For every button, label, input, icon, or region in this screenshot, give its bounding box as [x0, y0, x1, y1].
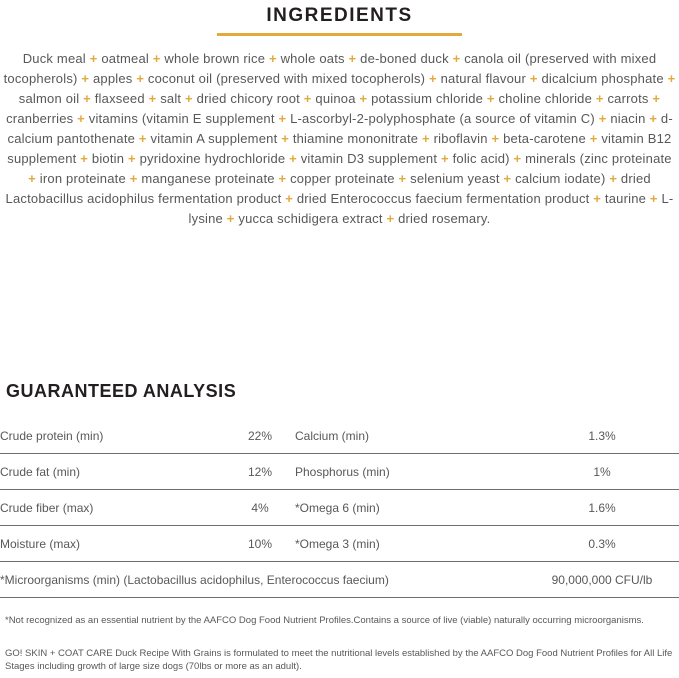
ingredient-item: dried Lactobacillus acidophilus fermentation product: [5, 171, 651, 206]
analysis-value: 0.3%: [525, 526, 679, 562]
plus-separator: +: [598, 111, 607, 126]
footnote-nutrient: *Not recognized as an essential nutrient by the AAFCO Dog Food Nutrient Profiles.Contains a source of live (viable) naturally occurring microorganisms.: [5, 615, 644, 626]
analysis-label: Phosphorus (min): [295, 454, 525, 490]
ingredient-item: dried chicory root: [196, 91, 300, 106]
ingredient-item: beta-carotene: [503, 131, 586, 146]
plus-separator: +: [422, 131, 430, 146]
plus-separator: +: [595, 91, 604, 106]
gold-divider: [217, 33, 462, 36]
ingredient-item: de-boned duck: [360, 51, 449, 66]
ingredient-item: dicalcium phosphate: [541, 71, 664, 86]
plus-separator: +: [268, 51, 277, 66]
guaranteed-analysis-title: GUARANTEED ANALYSIS: [6, 381, 237, 401]
plus-separator: +: [398, 171, 407, 186]
plus-separator: +: [127, 151, 136, 166]
ingredient-item: niacin: [610, 111, 646, 126]
plus-separator: +: [226, 211, 235, 226]
plus-separator: +: [386, 211, 395, 226]
ingredient-item: yucca schidigera extract: [238, 211, 383, 226]
plus-separator: +: [148, 91, 157, 106]
footnote-formulation: GO! SKIN + COAT CARE Duck Recipe With Grains is formulated to meet the nutritional levels established by the AAFCO Dog Food Nutrient Profiles for All Life Stages including growth of large size dogs (70lbs or more as an adult).: [5, 648, 673, 672]
ingredient-item: canola oil (preserved with mixed tocopherols): [3, 51, 657, 86]
ingredient-item: vitamin A supplement: [150, 131, 278, 146]
analysis-label: Calcium (min): [295, 418, 525, 454]
plus-separator: +: [289, 151, 297, 166]
ingredient-item: taurine: [604, 191, 647, 206]
ingredient-item: choline chloride: [498, 91, 593, 106]
analysis-value: 22%: [225, 418, 295, 454]
ingredient-item: apples: [92, 71, 133, 86]
analysis-row: [0, 454, 679, 490]
plus-separator: +: [593, 191, 602, 206]
plus-separator: +: [281, 131, 289, 146]
ingredient-item: d-calcium pantothenate: [7, 111, 673, 146]
analysis-label: Crude fat (min): [0, 454, 225, 490]
plus-separator: +: [503, 171, 512, 186]
plus-separator: +: [81, 71, 90, 86]
plus-separator: +: [185, 91, 193, 106]
ingredient-item: minerals (zinc proteinate: [525, 151, 672, 166]
analysis-label: Crude protein (min): [0, 418, 225, 454]
ingredient-item: thiamine mononitrate: [292, 131, 419, 146]
ingredient-item: coconut oil (preserved with mixed tocopherols): [147, 71, 426, 86]
plus-separator: +: [129, 171, 138, 186]
plus-separator: +: [486, 91, 495, 106]
ingredients-title: INGREDIENTS: [266, 5, 413, 26]
analysis-value: 12%: [225, 454, 295, 490]
ingredients-section: [0, 5, 679, 229]
ingredient-item: selenium yeast: [410, 171, 500, 186]
ingredient-item: flaxseed: [94, 91, 145, 106]
plus-separator: +: [303, 91, 312, 106]
guaranteed-analysis-section: [0, 381, 679, 673]
plus-separator: +: [529, 71, 538, 86]
plus-separator: +: [136, 71, 145, 86]
plus-separator: +: [513, 151, 522, 166]
ingredient-item: copper proteinate: [290, 171, 395, 186]
ingredient-item: iron proteinate: [39, 171, 126, 186]
plus-separator: +: [278, 171, 287, 186]
plus-separator: +: [83, 91, 91, 106]
ingredient-item: biotin: [91, 151, 125, 166]
ingredient-item: vitamins (vitamin E supplement: [88, 111, 275, 126]
plus-separator: +: [89, 51, 98, 66]
plus-separator: +: [440, 151, 449, 166]
analysis-label: *Omega 3 (min): [295, 526, 525, 562]
ingredient-item: whole brown rice: [164, 51, 266, 66]
analysis-label: Crude fiber (max): [0, 490, 225, 526]
ingredient-item: natural flavour: [440, 71, 527, 86]
ingredient-item: cranberries: [6, 111, 74, 126]
ingredient-item: quinoa: [315, 91, 356, 106]
plus-separator: +: [429, 71, 437, 86]
plus-separator: +: [491, 131, 500, 146]
analysis-label: *Omega 6 (min): [295, 490, 525, 526]
plus-separator: +: [359, 91, 368, 106]
nutrition-label-page: [0, 5, 679, 678]
plus-separator: +: [649, 111, 658, 126]
ingredient-item: oatmeal: [101, 51, 149, 66]
ingredient-item: L-ascorbyl-2-polyphosphate (a source of vitamin C): [290, 111, 595, 126]
plus-separator: +: [652, 91, 661, 106]
plus-separator: +: [609, 171, 618, 186]
analysis-value: 90,000,000 CFU/lb: [525, 562, 679, 598]
plus-separator: +: [152, 51, 161, 66]
ingredient-item: Duck meal: [22, 51, 86, 66]
plus-separator: +: [348, 51, 357, 66]
plus-separator: +: [589, 131, 598, 146]
ingredient-item: salmon oil: [18, 91, 80, 106]
analysis-row: [0, 490, 679, 526]
analysis-value: 10%: [225, 526, 295, 562]
analysis-row: [0, 526, 679, 562]
analysis-row: [0, 418, 679, 454]
ingredient-item: carrots: [607, 91, 649, 106]
ingredient-item: vitamin B12 supplement: [7, 131, 672, 166]
analysis-label: *Microorganisms (min) (Lactobacillus acidophilus, Enterococcus faecium): [0, 562, 525, 598]
ingredient-item: pyridoxine hydrochloride: [139, 151, 286, 166]
plus-separator: +: [77, 111, 85, 126]
analysis-table: [0, 418, 679, 598]
ingredient-item: potassium chloride: [371, 91, 484, 106]
analysis-value: 1.3%: [525, 418, 679, 454]
ingredient-item: dried Enterococcus faecium fermentation product: [296, 191, 590, 206]
plus-separator: +: [28, 171, 36, 186]
analysis-row-microorganisms: [0, 562, 679, 598]
ingredient-item: riboflavin: [433, 131, 488, 146]
plus-separator: +: [667, 71, 676, 86]
ingredient-item: folic acid): [452, 151, 510, 166]
analysis-value: 4%: [225, 490, 295, 526]
ingredient-item: manganese proteinate: [141, 171, 275, 186]
plus-separator: +: [649, 191, 658, 206]
plus-separator: +: [452, 51, 461, 66]
analysis-label: Moisture (max): [0, 526, 225, 562]
ingredient-item: whole oats: [280, 51, 345, 66]
plus-separator: +: [285, 191, 293, 206]
ingredient-item: calcium iodate): [515, 171, 606, 186]
ingredient-item: vitamin D3 supplement: [300, 151, 438, 166]
plus-separator: +: [278, 111, 287, 126]
plus-separator: +: [138, 131, 147, 146]
ingredient-item: dried rosemary.: [398, 211, 491, 226]
plus-separator: +: [80, 151, 89, 166]
analysis-value: 1%: [525, 454, 679, 490]
ingredient-item: L-lysine: [188, 191, 674, 226]
analysis-value: 1.6%: [525, 490, 679, 526]
ingredients-paragraph: [0, 49, 679, 229]
ingredient-item: salt: [160, 91, 182, 106]
